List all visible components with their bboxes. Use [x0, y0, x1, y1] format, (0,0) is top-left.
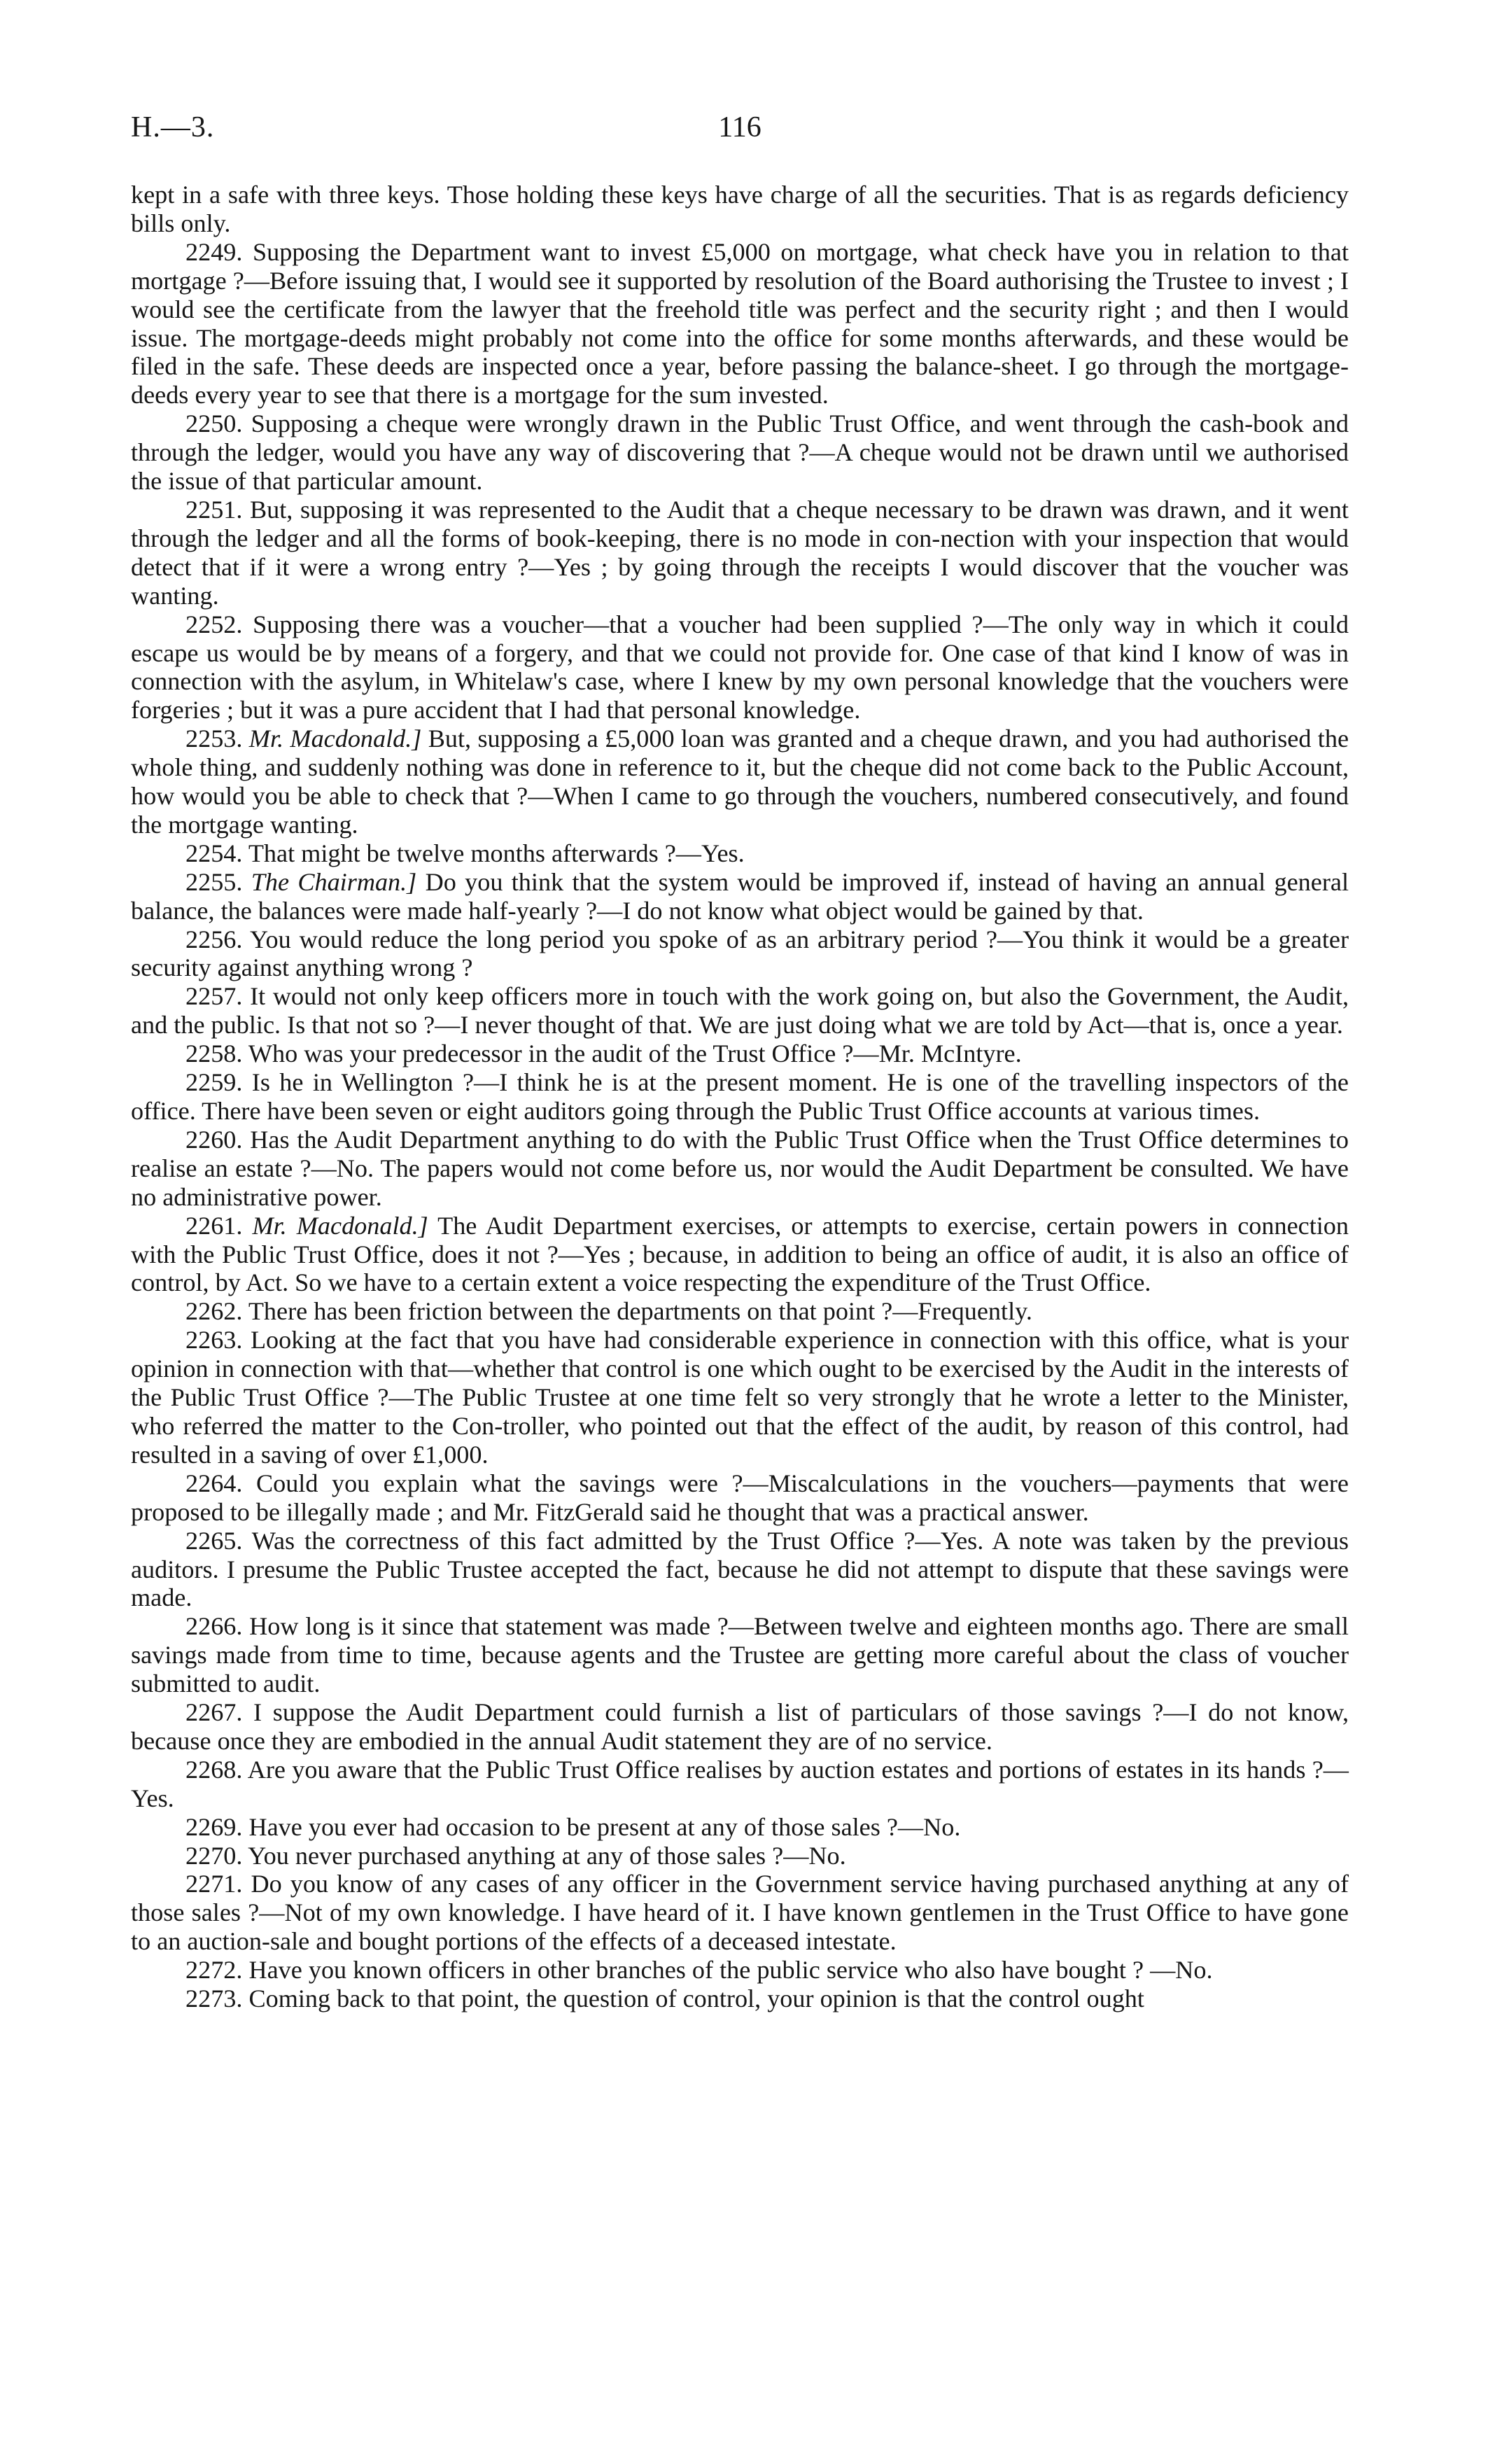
paragraph-2263: 2263. Looking at the fact that you have had considerable experience in connection with this office, what is your opinion in connection with that—whether that control is one which ought to be exercised by the Audit in the interests of the Public Trust Office ?—The Public Trustee at one time felt so very strongly that he wrote a letter to the Minister, who referred the matter to the Con-troller, who pointed out that the effect of the audit, by reason of this control, had resulted in a saving of over £1,000. [131, 1326, 1349, 1469]
paragraph-text: The Audit Department exercises, or attempts to exercise, certain powers in connection with the Public Trust Office, does it not ?—Yes ; because, in addition to being an office of audit, it is also an office of control, by Act. So we have to a certain extent a voice respecting the expenditure of the Trust Office. [131, 1211, 1349, 1297]
paragraph-2255 [131, 868, 1349, 925]
paragraph-2259: 2259. Is he in Wellington ?—I think he is at the present moment. He is one of the travelling inspectors of the office. There have been seven or eight auditors going through the Public Trust Office accounts at various times. [131, 1068, 1349, 1125]
paragraph-2268: 2268. Are you aware that the Public Trust Office realises by auction estates and portions of estates in its hands ?—Yes. [131, 1755, 1349, 1812]
paragraph-2269: 2269. Have you ever had occasion to be present at any of those sales ?—No. [185, 1812, 961, 1841]
paragraph-2256: 2256. You would reduce the long period you spoke of as an arbitrary period ?—You think it would be a greater security against anything wrong ? [131, 925, 1349, 982]
paragraph-2250: 2250. Supposing a cheque were wrongly drawn in the Public Trust Office, and went through the cash-book and through the ledger, would you have any way of discovering that ?—A cheque would not be drawn until we authorised the issue of that particular amount. [131, 410, 1349, 496]
question-number: 2261. [185, 1211, 243, 1240]
speaker-label: Mr. Macdonald.] [248, 724, 422, 753]
page-header [131, 111, 1349, 160]
paragraph-2252: 2252. Supposing there was a voucher—that a voucher had been supplied ?—The only way in which it could escape us would be by means of a forgery, and that we could not provide for. One case of that kind I know of was in connection with the asylum, in Whitelaw's case, where I knew by my own personal knowledge that the vouchers were forgeries ; but it was a pure accident that I had that personal knowledge. [131, 610, 1349, 724]
paragraph-text: Do you think that the system would be improved if, instead of having an annual general balance, the balances were made half-yearly ?—I do not know what object would be gained by that. [131, 867, 1349, 925]
paragraph-continuation: kept in a safe with three keys. Those holding these keys have charge of all the securities. That is as regards deficiency bills only. [131, 181, 1349, 237]
paragraph-2257: 2257. It would not only keep officers more in touch with the work going on, but also the Government, the Audit, and the public. Is that not so ?—I never thought of that. We are just doing what we are told by Act—that is, once a year. [131, 982, 1349, 1040]
paragraph-2258: 2258. Who was your predecessor in the audit of the Trust Office ?—Mr. McIntyre. [185, 1040, 1022, 1068]
paragraph-2260: 2260. Has the Audit Department anything to do with the Public Trust Office when the Trust Office determines to realise an estate ?—No. The papers would not come before us, nor would the Audit Department be consulted. We have no administrative power. [131, 1125, 1349, 1211]
paragraph-2267: 2267. I suppose the Audit Department could furnish a list of particulars of those savings ?—I do not know, because once they are embodied in the annual Audit statement they are of no service. [131, 1698, 1349, 1755]
paragraph-2251: 2251. But, supposing it was represented to the Audit that a cheque necessary to be drawn was drawn, and it went through the ledger and all the forms of book-keeping, there is no mode in con-nection with your inspection that would detect that if it were a wrong entry ?—Yes ; by going through the receipts I would discover that the voucher was wanting. [131, 495, 1349, 610]
paragraph-2273: 2273. Coming back to that point, the question of control, your opinion is that the control ought [185, 1984, 1144, 2013]
paragraph-2254: 2254. That might be twelve months afterwards ?—Yes. [185, 839, 745, 867]
speaker-label: Mr. Macdonald.] [252, 1211, 428, 1240]
paragraph-2266: 2266. How long is it since that statement was made ?—Between twelve and eighteen months ago. There are small savings made from time to time, because agents and the Trustee are getting more careful about the class of voucher submitted to audit. [131, 1612, 1349, 1698]
paragraph-2265: 2265. Was the correctness of this fact admitted by the Trust Office ?—Yes. A note was taken by the previous auditors. I presume the Public Trustee accepted the fact, because he did not attempt to dispute that these savings were made. [131, 1526, 1349, 1612]
page-number: 116 [718, 111, 761, 144]
paragraph-2253 [131, 724, 1349, 839]
question-number: 2253. [185, 724, 243, 753]
page-body [131, 181, 1349, 2013]
paragraph-2270: 2270. You never purchased anything at any of those sales ?—No. [185, 1841, 846, 1870]
paragraph-2249: 2249. Supposing the Department want to invest £5,000 on mortgage, what check have you in relation to that mortgage ?—Before issuing that, I would see it supported by resolution of the Board authorising the Trustee to invest ; I would see the certificate from the lawyer that the freehold title was perfect and the security right ; and then I would issue. The mortgage-deeds might probably not come into the office for some months afterwards, and these would be filed in the safe. These deeds are inspected once a year, before passing the balance-sheet. I go through the mortgage-deeds every year to see that there is a mortgage for the sum invested. [131, 237, 1349, 410]
paragraph-2262: 2262. There has been friction between the departments on that point ?—Frequently. [185, 1297, 1032, 1326]
paragraph-2272: 2272. Have you known officers in other branches of the public service who also have bought ? —No. [185, 1956, 1213, 1984]
paragraph-2264: 2264. Could you explain what the savings were ?—Miscalculations in the vouchers—payments that were proposed to be illegally made ; and Mr. FitzGerald said he thought that was a practical answer. [131, 1469, 1349, 1526]
paragraph-2261 [131, 1212, 1349, 1298]
speaker-label: The Chairman.] [251, 867, 417, 896]
document-code: H.—3. [131, 111, 215, 144]
paragraph-text: But, supposing a £5,000 loan was granted and a cheque drawn, and you had authorised the whole thing, and suddenly nothing was done in reference to it, but the cheque did not come back to the Public Account, how would you be able to check that ?—When I came to go through the vouchers, numbered consecutively, and found the mortgage wanting. [131, 724, 1349, 839]
question-number: 2255. [185, 867, 243, 896]
paragraph-2271: 2271. Do you know of any cases of any officer in the Government service having purchased anything at any of those sales ?—Not of my own knowledge. I have heard of it. I have known gentlemen in the Trust Office to have gone to an auction-sale and bought portions of the effects of a deceased intestate. [131, 1870, 1349, 1956]
